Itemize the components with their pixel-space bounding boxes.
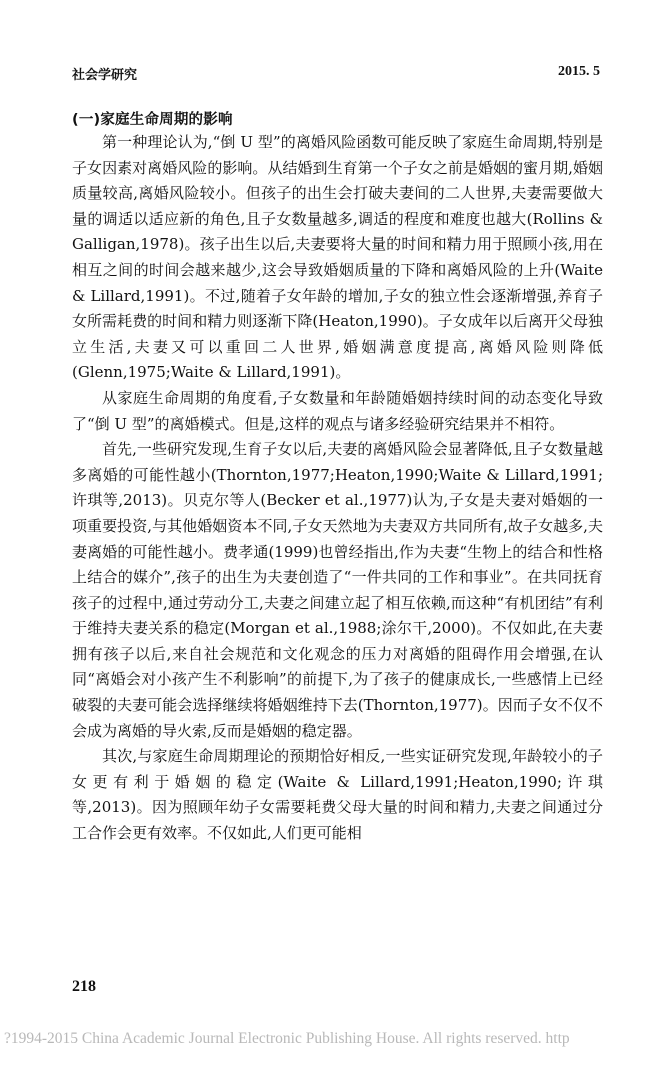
paragraph-4: 其次,与家庭生命周期理论的预期恰好相反,一些实证研究发现,年龄较小的子女更有利于婚姻的稳定(Waite & Lillard,1991;Heaton,1990;许琪等,2013)。因为照顾年幼子女需要耗费父母大量的时间和精力,夫妻之间通过分工合作会更有效率。不仅如此,人们更可能相: [72, 747, 603, 843]
paragraph-3: 首先,一些研究发现,生育子女以后,夫妻的离婚风险会显著降低,且子女数量越多离婚的可能性越小(Thornton,1977;Heaton,1990;Waite & Lillard,1991;许琪等,2013)。贝克尔等人(Becker et al.,1977)认为,子女是夫妻对婚姻的一项重要投资,与其他婚姻资本不同,子女天然地为夫妻双方共同所有,故子女越多,夫妻离婚的可能性越小。费孝通(1999)也曾经指出,作为夫妻“生物上的结合和性格上结合的媒介”,孩子的出生为夫妻创造了“一件共同的工作和事业”。在共同抚育孩子的过程中,通过劳动分工,夫妻之间建立起了相互依赖,而这种“有机团结”有利于维持夫妻关系的稳定(Morgan et al.,1988;涂尔干,2000)。不仅如此,在夫妻拥有孩子以后,来自社会规范和文化观念的压力对离婚的阻碍作用会增强,在认同“离婚会对小孩产生不利影响”的前提下,为了孩子的健康成长,一些感情上已经破裂的夫妻可能会选择继续将婚姻维持下去(Thornton,1977)。因而子女不仅不会成为离婚的导火索,反而是婚姻的稳定器。: [72, 440, 603, 740]
issue-number: 2015. 5: [558, 64, 600, 79]
body-text: [72, 130, 603, 847]
journal-title: 社会学研究: [72, 68, 138, 83]
paragraph-2: 从家庭生命周期的角度看,子女数量和年龄随婚姻持续时间的动态变化导致了“倒 U 型”的离婚模式。但是,这样的观点与诸多经验研究结果并不相符。: [72, 388, 603, 433]
section-heading: (一)家庭生命周期的影响: [72, 112, 233, 128]
running-header: [72, 64, 600, 86]
copyright-footer: ?1994-2015 China Academic Journal Electronic Publishing House. All rights reserved. http: [4, 1030, 570, 1047]
page-number: 218: [72, 978, 96, 995]
paragraph-1: 第一种理论认为,“倒 U 型”的离婚风险函数可能反映了家庭生命周期,特别是子女因素对离婚风险的影响。从结婚到生育第一个子女之前是婚姻的蜜月期,婚姻质量较高,离婚风险较小。但孩子的出生会打破夫妻间的二人世界,夫妻需要做大量的调适以适应新的角色,且子女数量越多,调适的程度和难度也越大(Rollins & Galligan,1978)。孩子出生以后,夫妻要将大量的时间和精力用于照顾小孩,用在相互之间的时间会越来越少,这会导致婚姻质量的下降和离婚风险的上升(Waite & Lillard,1991)。不过,随着子女年龄的增加,子女的独立性会逐渐增强,养育子女所需耗费的时间和精力则逐渐下降(Heaton,1990)。子女成年以后离开父母独立生活,夫妻又可以重回二人世界,婚姻满意度提高,离婚风险则降低(Glenn,1975;Waite & Lillard,1991)。: [72, 133, 603, 382]
